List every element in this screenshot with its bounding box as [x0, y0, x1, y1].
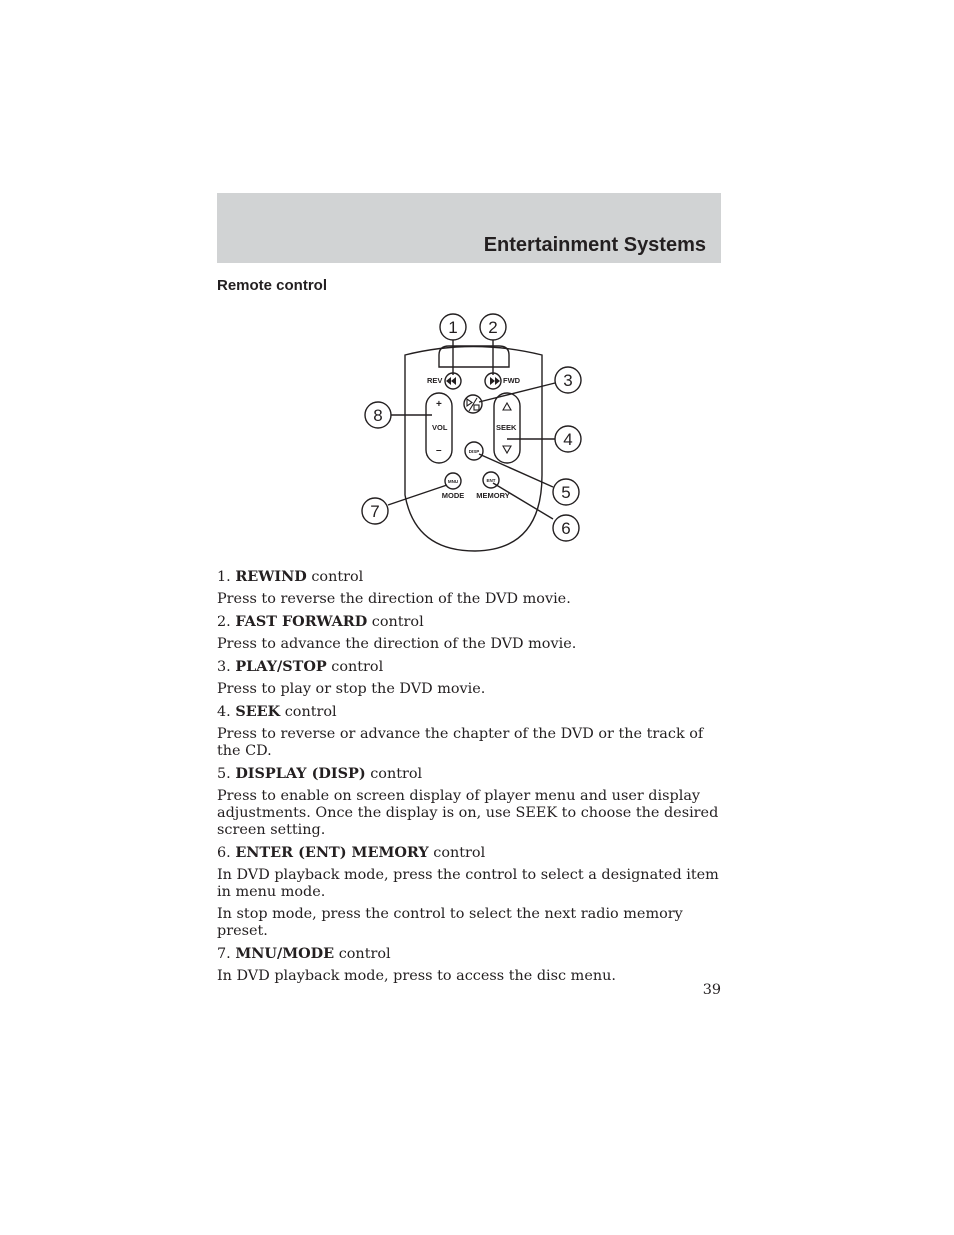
- ent-label: ENT: [486, 478, 496, 483]
- vol-plus-label: +: [436, 399, 442, 410]
- item-suffix: control: [284, 704, 337, 720]
- item-mnu-mode: [217, 945, 721, 985]
- seek-up-icon: [503, 403, 511, 410]
- item-name: PLAY/STOP: [235, 658, 327, 675]
- item-number: 1.: [217, 569, 231, 585]
- callout-1: 1: [448, 318, 458, 337]
- mnu-label: MNU: [447, 479, 459, 484]
- mode-label: MODE: [441, 491, 465, 500]
- callout-3: 3: [563, 371, 573, 390]
- item-enter-memory: [217, 844, 721, 940]
- item-display: [217, 765, 721, 839]
- control-descriptions: [217, 568, 721, 990]
- item-description: In DVD playback mode, press the control to select a designated item in menu mode.: [217, 867, 719, 900]
- item-description: Press to reverse or advance the chapter of the DVD or the track of the CD.: [217, 726, 704, 759]
- item-rewind: [217, 568, 721, 608]
- callout-6: 6: [561, 519, 571, 538]
- item-name: REWIND: [235, 568, 307, 585]
- item-name: ENTER (ENT) MEMORY: [235, 844, 429, 861]
- fast-forward-icon: [490, 377, 500, 385]
- rewind-icon: [446, 377, 456, 385]
- stop-icon: [474, 405, 479, 410]
- item-seek: [217, 703, 721, 760]
- seek-label: SEEK: [496, 423, 517, 432]
- callout-5: 5: [561, 483, 571, 502]
- item-suffix: control: [371, 614, 424, 630]
- page-title: Entertainment Systems: [483, 234, 706, 256]
- item-number: 4.: [217, 704, 231, 720]
- seek-down-icon: [503, 446, 511, 453]
- item-play-stop: [217, 658, 721, 698]
- callout-2: 2: [488, 318, 498, 337]
- item-description: Press to play or stop the DVD movie.: [217, 681, 486, 697]
- item-fast-forward: [217, 613, 721, 653]
- item-number: 3.: [217, 659, 231, 675]
- item-name: DISPLAY (DISP): [235, 765, 366, 782]
- item-suffix: control: [331, 659, 384, 675]
- disp-label: DISP: [468, 449, 480, 454]
- item-name: MNU/MODE: [235, 945, 335, 962]
- callout-4: 4: [563, 430, 573, 449]
- play-icon: [467, 399, 472, 406]
- callout-8: 8: [373, 406, 383, 425]
- page-number: 39: [702, 982, 721, 998]
- remote-control-diagram: [355, 305, 595, 560]
- item-suffix: control: [338, 946, 391, 962]
- item-description: In stop mode, press the control to select the next radio memory preset.: [217, 906, 683, 939]
- item-number: 6.: [217, 845, 231, 861]
- memory-label: MEMORY: [476, 491, 510, 500]
- section-heading: Remote control: [217, 277, 328, 294]
- item-description: Press to reverse the direction of the DVD movie.: [217, 591, 571, 607]
- remote-window: [439, 346, 509, 367]
- item-name: FAST FORWARD: [235, 613, 368, 630]
- item-suffix: control: [311, 569, 364, 585]
- vol-minus-label: –: [436, 445, 442, 456]
- item-description: Press to enable on screen display of player menu and user display adjustments. Once the display is on, use SEEK to choose the desired screen setting.: [217, 788, 719, 838]
- item-number: 7.: [217, 946, 231, 962]
- remote-control-figure: [355, 305, 595, 560]
- item-number: 2.: [217, 614, 231, 630]
- item-description: Press to advance the direction of the DVD movie.: [217, 636, 577, 652]
- rev-label: REV: [427, 376, 443, 385]
- fwd-label: FWD: [503, 376, 521, 385]
- header-band: [217, 193, 721, 263]
- item-suffix: control: [433, 845, 486, 861]
- item-suffix: control: [370, 766, 423, 782]
- item-name: SEEK: [235, 703, 281, 720]
- vol-label: VOL: [432, 423, 448, 432]
- item-number: 5.: [217, 766, 231, 782]
- item-description: In DVD playback mode, press to access the disc menu.: [217, 968, 616, 984]
- callout-7: 7: [370, 502, 380, 521]
